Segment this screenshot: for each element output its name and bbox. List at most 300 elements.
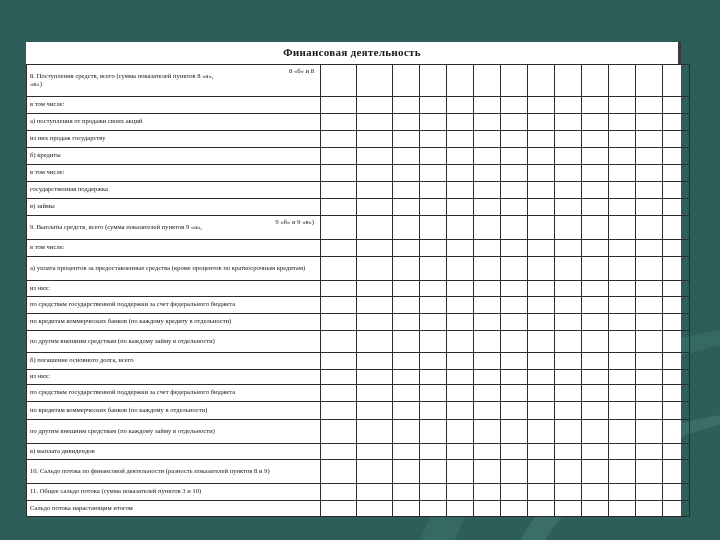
value-cell (555, 199, 582, 216)
value-cell (528, 444, 555, 460)
table-row (27, 97, 690, 114)
row-label-cell (27, 385, 321, 402)
value-cell (663, 281, 690, 297)
value-cell (447, 370, 474, 385)
table-row (27, 420, 690, 444)
value-cell (501, 297, 528, 314)
row-label-continuation: 8 «б» и 8 (288, 68, 314, 75)
value-cell (528, 216, 555, 240)
value-cell (555, 501, 582, 517)
value-cell (447, 182, 474, 199)
value-cell (420, 460, 447, 484)
value-cell (501, 257, 528, 281)
value-cell (420, 314, 447, 331)
value-cell (636, 131, 663, 148)
row-label: а) поступления от продажи своих акций (30, 118, 143, 125)
value-cell (420, 165, 447, 182)
value-cell (420, 216, 447, 240)
value-cell (474, 460, 501, 484)
value-cell (555, 216, 582, 240)
value-cell (420, 370, 447, 385)
value-cell (663, 131, 690, 148)
value-cell (582, 182, 609, 199)
value-cell (447, 148, 474, 165)
value-cell (321, 65, 357, 97)
value-cell (447, 501, 474, 517)
row-label-cell (27, 314, 321, 331)
value-cell (528, 370, 555, 385)
value-cell (357, 182, 393, 199)
value-cell (582, 240, 609, 257)
value-cell (636, 501, 663, 517)
value-cell (501, 148, 528, 165)
value-cell (663, 165, 690, 182)
value-cell (555, 460, 582, 484)
value-cell (393, 501, 420, 517)
table-row (27, 353, 690, 370)
row-label: по средствам государственной поддержки за счет федерального бюджета (30, 389, 236, 396)
value-cell (447, 216, 474, 240)
value-cell (447, 65, 474, 97)
value-cell (555, 331, 582, 353)
value-cell (393, 114, 420, 131)
value-cell (393, 65, 420, 97)
value-cell (420, 353, 447, 370)
value-cell (555, 240, 582, 257)
value-cell (582, 65, 609, 97)
value-cell (636, 97, 663, 114)
value-cell (393, 97, 420, 114)
value-cell (393, 444, 420, 460)
value-cell (609, 148, 636, 165)
row-label-cell (27, 216, 321, 240)
value-cell (582, 165, 609, 182)
value-cell (609, 460, 636, 484)
value-cell (321, 460, 357, 484)
value-cell (420, 297, 447, 314)
value-cell (501, 165, 528, 182)
row-label-cell (27, 353, 321, 370)
value-cell (321, 402, 357, 420)
value-cell (447, 199, 474, 216)
row-label-cell (27, 444, 321, 460)
value-cell (501, 331, 528, 353)
value-cell (663, 460, 690, 484)
value-cell (357, 353, 393, 370)
value-cell (321, 182, 357, 199)
value-cell (555, 353, 582, 370)
value-cell (357, 199, 393, 216)
value-cell (357, 444, 393, 460)
value-cell (393, 353, 420, 370)
value-cell (501, 314, 528, 331)
table-row (27, 297, 690, 314)
value-cell (555, 131, 582, 148)
value-cell (474, 501, 501, 517)
value-cell (321, 314, 357, 331)
row-label: по другим внешним средствам (по каждому займу в отдельности) (30, 427, 215, 435)
table-row (27, 148, 690, 165)
value-cell (393, 216, 420, 240)
row-label-continuation: 9 «б» и 9 «в») (275, 219, 314, 226)
value-cell (663, 297, 690, 314)
value-cell (447, 420, 474, 444)
value-cell (663, 97, 690, 114)
value-cell (555, 297, 582, 314)
value-cell (501, 501, 528, 517)
value-cell (609, 501, 636, 517)
value-cell (420, 402, 447, 420)
value-cell (555, 281, 582, 297)
value-cell (555, 314, 582, 331)
value-cell (501, 420, 528, 444)
financial-activity-table-sheet (26, 42, 681, 516)
value-cell (447, 114, 474, 131)
value-cell (393, 420, 420, 444)
row-label-line2: «в») (30, 80, 42, 88)
row-label: в) займы (30, 203, 55, 210)
value-cell (501, 199, 528, 216)
value-cell (582, 460, 609, 484)
row-label: в том числе: (30, 101, 65, 108)
value-cell (420, 148, 447, 165)
value-cell (474, 165, 501, 182)
value-cell (420, 331, 447, 353)
row-label: Сальдо потока нарастающим итогом (30, 504, 133, 512)
value-cell (636, 314, 663, 331)
value-cell (321, 501, 357, 517)
value-cell (420, 281, 447, 297)
value-cell (663, 65, 690, 97)
value-cell (609, 402, 636, 420)
value-cell (357, 65, 393, 97)
row-label: а) уплата процентов за предоставленные средства (кроме процентов по краткосрочным кредитам) (30, 264, 306, 272)
row-label-cell (27, 182, 321, 199)
value-cell (321, 484, 357, 501)
value-cell (555, 444, 582, 460)
value-cell (582, 131, 609, 148)
value-cell (357, 281, 393, 297)
table-row (27, 331, 690, 353)
table-row (27, 257, 690, 281)
value-cell (609, 281, 636, 297)
row-label-cell (27, 240, 321, 257)
value-cell (357, 331, 393, 353)
value-cell (582, 402, 609, 420)
value-cell (528, 114, 555, 131)
value-cell (555, 65, 582, 97)
row-label-cell (27, 402, 321, 420)
value-cell (321, 114, 357, 131)
value-cell (357, 165, 393, 182)
value-cell (393, 314, 420, 331)
value-cell (474, 331, 501, 353)
row-label-cell (27, 257, 321, 281)
value-cell (420, 199, 447, 216)
value-cell (393, 297, 420, 314)
value-cell (582, 281, 609, 297)
value-cell (357, 484, 393, 501)
value-cell (636, 353, 663, 370)
value-cell (420, 501, 447, 517)
row-label: по кредитам коммерческих банков (по каждому в отдельности) (30, 406, 208, 414)
value-cell (420, 97, 447, 114)
value-cell (609, 297, 636, 314)
value-cell (357, 216, 393, 240)
value-cell (582, 97, 609, 114)
value-cell (474, 182, 501, 199)
value-cell (528, 131, 555, 148)
value-cell (420, 114, 447, 131)
value-cell (447, 402, 474, 420)
value-cell (528, 331, 555, 353)
value-cell (528, 420, 555, 444)
row-label: 8. Поступления средств, всего (сумма показателей пунктов 8 «а», (30, 72, 214, 80)
row-label: по средствам государственной поддержки за счет федерального бюджета (30, 301, 236, 308)
value-cell (528, 501, 555, 517)
value-cell (474, 385, 501, 402)
row-label-cell (27, 165, 321, 182)
value-cell (528, 182, 555, 199)
value-cell (420, 484, 447, 501)
value-cell (609, 331, 636, 353)
value-cell (321, 165, 357, 182)
value-cell (609, 165, 636, 182)
value-cell (393, 484, 420, 501)
value-cell (582, 444, 609, 460)
value-cell (447, 353, 474, 370)
table-row (27, 501, 690, 517)
value-cell (501, 97, 528, 114)
value-cell (474, 281, 501, 297)
value-cell (357, 131, 393, 148)
value-cell (582, 484, 609, 501)
value-cell (357, 370, 393, 385)
value-cell (609, 444, 636, 460)
value-cell (474, 353, 501, 370)
table-row (27, 165, 690, 182)
value-cell (393, 370, 420, 385)
value-cell (501, 385, 528, 402)
row-label: б) погашение основного долга, всего (30, 357, 134, 364)
value-cell (357, 460, 393, 484)
value-cell (528, 199, 555, 216)
value-cell (357, 114, 393, 131)
row-label-cell (27, 148, 321, 165)
value-cell (321, 216, 357, 240)
value-cell (663, 420, 690, 444)
value-cell (357, 297, 393, 314)
table-row (27, 402, 690, 420)
value-cell (609, 182, 636, 199)
value-cell (555, 484, 582, 501)
row-label-cell (27, 484, 321, 501)
value-cell (357, 97, 393, 114)
value-cell (474, 131, 501, 148)
value-cell (357, 385, 393, 402)
table-row (27, 114, 690, 131)
value-cell (636, 444, 663, 460)
value-cell (582, 353, 609, 370)
table-row (27, 385, 690, 402)
value-cell (609, 65, 636, 97)
value-cell (474, 314, 501, 331)
table-row (27, 216, 690, 240)
value-cell (321, 281, 357, 297)
row-label-cell (27, 420, 321, 444)
value-cell (321, 131, 357, 148)
value-cell (609, 385, 636, 402)
row-label-cell (27, 131, 321, 148)
table-row (27, 444, 690, 460)
value-cell (636, 297, 663, 314)
value-cell (393, 165, 420, 182)
row-label: из них: (30, 284, 50, 292)
value-cell (501, 114, 528, 131)
row-label-cell (27, 199, 321, 216)
value-cell (474, 65, 501, 97)
value-cell (582, 257, 609, 281)
value-cell (663, 402, 690, 420)
value-cell (528, 97, 555, 114)
value-cell (582, 314, 609, 331)
value-cell (420, 257, 447, 281)
value-cell (357, 257, 393, 281)
value-cell (393, 199, 420, 216)
table-row (27, 314, 690, 331)
value-cell (393, 182, 420, 199)
row-label-cell (27, 331, 321, 353)
row-label: из них: (30, 373, 50, 380)
value-cell (474, 484, 501, 501)
value-cell (582, 199, 609, 216)
value-cell (393, 331, 420, 353)
value-cell (393, 240, 420, 257)
value-cell (474, 444, 501, 460)
value-cell (582, 297, 609, 314)
value-cell (636, 199, 663, 216)
value-cell (321, 97, 357, 114)
value-cell (447, 281, 474, 297)
value-cell (555, 165, 582, 182)
value-cell (528, 484, 555, 501)
value-cell (501, 281, 528, 297)
value-cell (357, 420, 393, 444)
value-cell (501, 370, 528, 385)
value-cell (609, 353, 636, 370)
value-cell (609, 420, 636, 444)
value-cell (447, 484, 474, 501)
row-label-cell (27, 97, 321, 114)
value-cell (393, 281, 420, 297)
value-cell (501, 240, 528, 257)
value-cell (663, 114, 690, 131)
value-cell (609, 314, 636, 331)
value-cell (501, 216, 528, 240)
value-cell (582, 501, 609, 517)
table-row (27, 65, 690, 97)
value-cell (393, 460, 420, 484)
value-cell (447, 240, 474, 257)
value-cell (663, 353, 690, 370)
value-cell (474, 297, 501, 314)
value-cell (474, 240, 501, 257)
row-label: из них продаж государству (30, 135, 106, 142)
table-row (27, 131, 690, 148)
value-cell (636, 281, 663, 297)
value-cell (447, 385, 474, 402)
value-cell (663, 182, 690, 199)
value-cell (528, 314, 555, 331)
value-cell (357, 240, 393, 257)
value-cell (636, 165, 663, 182)
value-cell (321, 199, 357, 216)
value-cell (663, 257, 690, 281)
value-cell (528, 353, 555, 370)
row-label: по кредитам коммерческих банков (по каждому кредиту в отдельности) (30, 318, 232, 325)
value-cell (636, 240, 663, 257)
value-cell (555, 114, 582, 131)
value-cell (528, 297, 555, 314)
value-cell (555, 385, 582, 402)
value-cell (609, 240, 636, 257)
value-cell (420, 444, 447, 460)
value-cell (501, 353, 528, 370)
row-label-cell (27, 501, 321, 517)
value-cell (555, 97, 582, 114)
value-cell (663, 314, 690, 331)
value-cell (420, 65, 447, 97)
table-row (27, 281, 690, 297)
value-cell (321, 257, 357, 281)
value-cell (528, 65, 555, 97)
table-row (27, 484, 690, 501)
row-label-cell (27, 370, 321, 385)
row-label: в том числе: (30, 244, 65, 251)
value-cell (582, 148, 609, 165)
value-cell (321, 148, 357, 165)
row-label: 10. Сальдо потока по финансовой деятельности (разность показателей пунктов 8 и 9) (30, 467, 270, 475)
value-cell (447, 297, 474, 314)
value-cell (609, 216, 636, 240)
table-row (27, 460, 690, 484)
value-cell (420, 131, 447, 148)
row-label-cell (27, 65, 321, 97)
value-cell (609, 257, 636, 281)
value-cell (555, 182, 582, 199)
value-cell (357, 314, 393, 331)
value-cell (555, 257, 582, 281)
value-cell (321, 420, 357, 444)
value-cell (474, 420, 501, 444)
value-cell (663, 501, 690, 517)
value-cell (636, 484, 663, 501)
row-label: государственная поддержка (30, 186, 108, 193)
value-cell (528, 165, 555, 182)
value-cell (474, 370, 501, 385)
value-cell (447, 314, 474, 331)
value-cell (528, 460, 555, 484)
value-cell (321, 353, 357, 370)
value-cell (636, 65, 663, 97)
value-cell (663, 216, 690, 240)
table-row (27, 182, 690, 199)
table-row (27, 199, 690, 216)
value-cell (528, 385, 555, 402)
value-cell (420, 420, 447, 444)
value-cell (474, 148, 501, 165)
value-cell (447, 444, 474, 460)
